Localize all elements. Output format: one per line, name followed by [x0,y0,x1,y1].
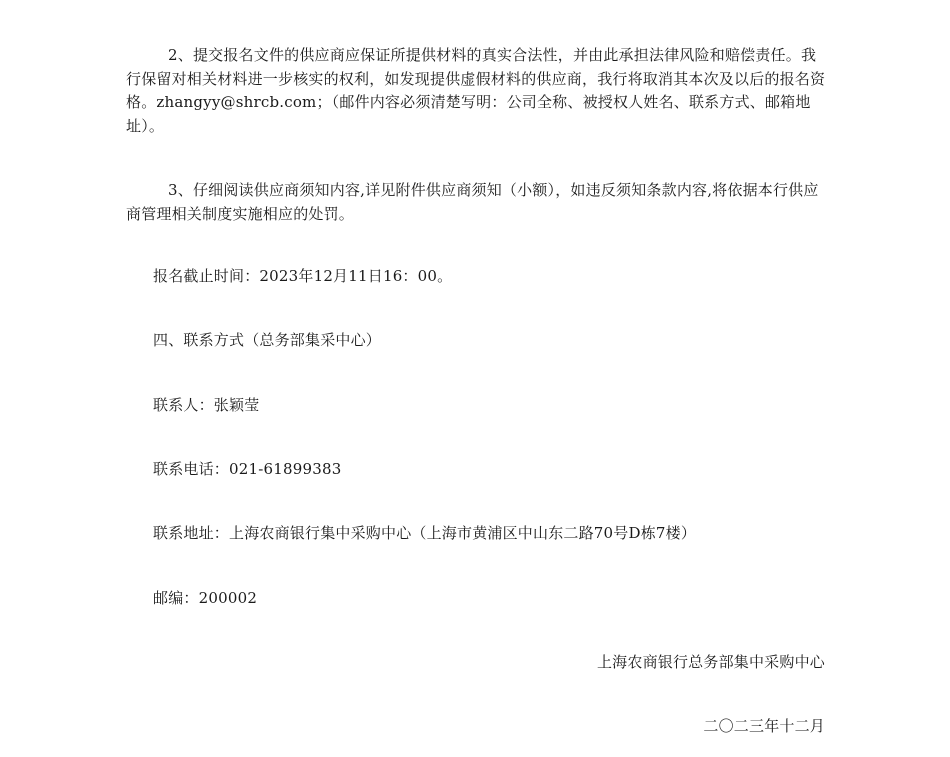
item-3-text: 3、仔细阅读供应商须知内容,详见附件供应商须知（小额），如违反须知条款内容,将依据本行供应商管理相关制度实施相应的处罚。 [126,181,819,223]
registration-deadline: 报名截止时间：2023年12月11日16：00。 [153,267,453,285]
signature-organization: 上海农商银行总务部集中采购中心 [596,653,825,671]
contact-person: 联系人：张颖莹 [153,396,260,414]
item-3-paragraph [126,179,826,226]
contact-address: 联系地址：上海农商银行集中采购中心（上海市黄浦区中山东二路70号D栋7楼） [153,524,697,542]
section-4-heading: 四、联系方式（总务部集采中心） [153,331,382,349]
signature-date: 二〇二三年十二月 [703,717,825,735]
item-2-paragraph [126,44,826,138]
postal-code: 邮编：200002 [153,589,258,607]
contact-phone: 联系电话：021-61899383 [153,460,342,478]
item-2-text: 2、提交报名文件的供应商应保证所提供材料的真实合法性，并由此承担法律风险和赔偿责任。我行保留对相关材料进一步核实的权利，如发现提供虚假材料的供应商，我行将取消其本次及以后的报名资格。zhangyy@shrcb.com；（邮件内容必须清楚写明：公司全称、被授权人姓名、联系方式、邮箱地址）。 [126,46,826,135]
